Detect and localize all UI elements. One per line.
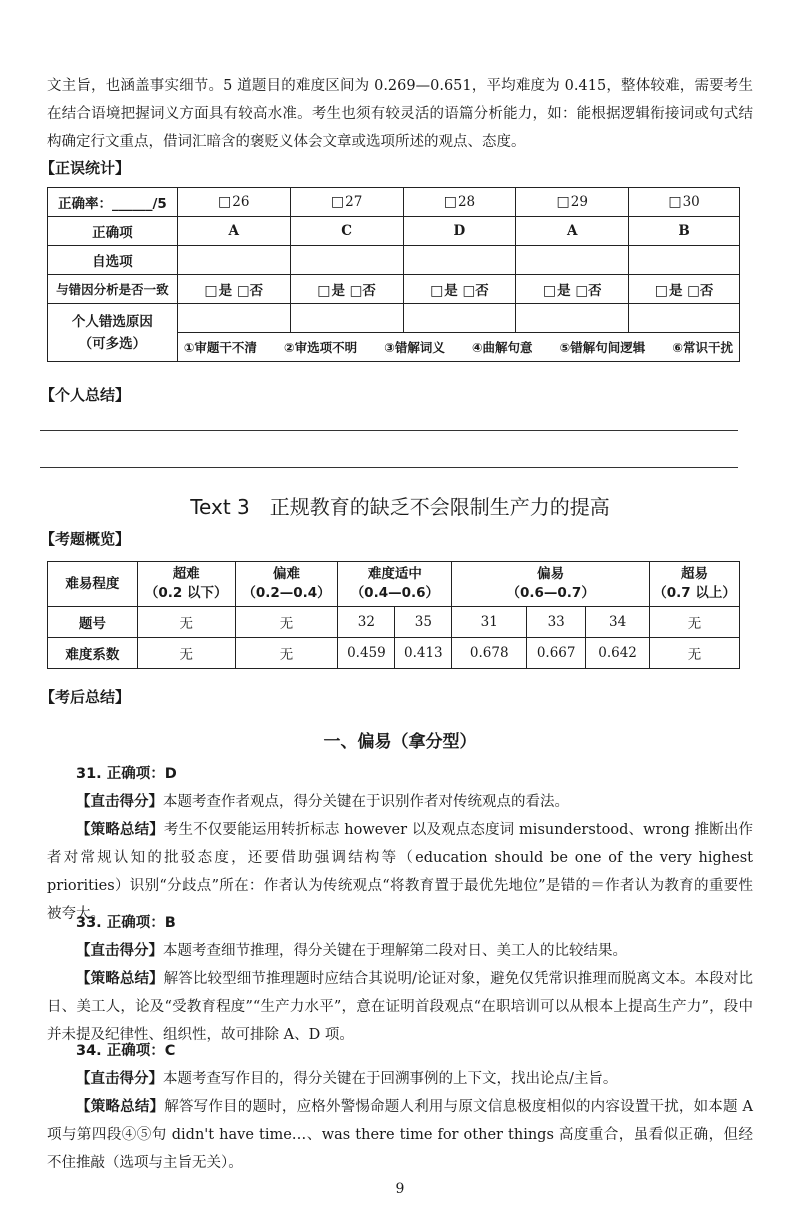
overview-table (47, 561, 740, 669)
row-label: 正确项 (48, 217, 178, 246)
correct-answer: A (177, 217, 290, 246)
correct-answer: D (403, 217, 516, 246)
personal-summary-heading: 【个人总结】 (40, 386, 131, 404)
self-answer-cell[interactable] (629, 246, 740, 275)
reason-option[interactable]: ④曲解句意 (471, 340, 533, 355)
level-cell: 偏易 （0.6—0.7） (452, 562, 650, 607)
question-number: 33. 正确项：B (76, 915, 176, 931)
stats-row-rate (48, 188, 740, 217)
question-cell: 31 (452, 607, 527, 638)
difficulty-cell: 0.667 (527, 638, 586, 669)
yes-no-checkbox[interactable]: □ 是 □否 (629, 275, 740, 304)
reason-option[interactable]: ⑤错解句间逻辑 (559, 340, 646, 355)
question-checkbox[interactable]: □ 27 (290, 188, 403, 217)
row-label: 难度系数 (48, 638, 138, 669)
difficulty-cell: 0.642 (586, 638, 650, 669)
level-cell: 偏难 （0.2—0.4） (235, 562, 338, 607)
stats-row-correct (48, 217, 740, 246)
self-answer-cell[interactable] (177, 246, 290, 275)
score-line: 【直击得分】本题考查细节推理，得分关键在于理解第二段对日、美工人的比较结果。 (76, 943, 627, 959)
row-label: 题号 (48, 607, 138, 638)
row-label: 与错因分析是否一致 (48, 275, 178, 304)
reason-option[interactable]: ②审选项不明 (284, 340, 358, 355)
question-cell: 无 (650, 607, 740, 638)
reasons-list (177, 333, 739, 362)
reason-cell[interactable] (629, 304, 740, 333)
answer-block-31 (47, 760, 753, 928)
reason-option[interactable]: ③错解词义 (384, 340, 445, 355)
stats-row-reason-blank (48, 304, 740, 333)
text3-title: Text 3 正规教育的缺乏不会限制生产力的提高 (190, 495, 610, 519)
question-checkbox[interactable]: □ 29 (516, 188, 629, 217)
answer-block-34 (47, 1037, 753, 1177)
difficulty-cell: 0.678 (452, 638, 527, 669)
question-checkbox[interactable]: □ 26 (177, 188, 290, 217)
reason-cell[interactable] (403, 304, 516, 333)
stats-heading: 【正误统计】 (40, 159, 131, 177)
overview-row-level (48, 562, 740, 607)
level-cell: 超难 （0.2 以下） (137, 562, 235, 607)
reason-option[interactable]: ①审题干不清 (183, 340, 257, 355)
intro-paragraph: 文主旨，也涵盖事实细节。5 道题目的难度区间为 0.269—0.651，平均难度为 0.415，整体较难，需要考生在结合语境把握词义方面具有较高水准。考生也须有较灵活的语篇分析能力，如：能根据逻辑衔接词或句式结构确定行文重点，借词汇暗含的褒贬义体会文章或选项所述的观点、态度。 (47, 78, 753, 150)
row-label: 难易程度 (48, 562, 138, 607)
answer-block-33 (47, 909, 753, 1049)
reason-cell[interactable] (516, 304, 629, 333)
question-cell: 无 (235, 607, 338, 638)
score-line: 【直击得分】本题考查写作目的，得分关键在于回溯事例的上下文，找出论点/主旨。 (76, 1071, 618, 1087)
reason-label: 个人错选原因 （可多选） (48, 304, 178, 362)
section-title: 一、偏易（拿分型） (323, 732, 477, 752)
question-cell: 35 (395, 607, 452, 638)
question-checkbox[interactable]: □ 28 (403, 188, 516, 217)
overview-row-difficulty (48, 638, 740, 669)
difficulty-cell: 无 (650, 638, 740, 669)
overview-heading: 【考题概览】 (40, 530, 131, 548)
score-line: 【直击得分】本题考查作者观点，得分关键在于识别作者对传统观点的看法。 (76, 794, 569, 810)
summary-line[interactable] (40, 467, 738, 468)
difficulty-cell: 0.413 (395, 638, 452, 669)
question-cell: 无 (137, 607, 235, 638)
difficulty-cell: 0.459 (338, 638, 395, 669)
yes-no-checkbox[interactable]: □ 是 □否 (290, 275, 403, 304)
rate-label: 正确率：______/5 (48, 188, 178, 217)
stats-row-consistent (48, 275, 740, 304)
difficulty-cell: 无 (235, 638, 338, 669)
correct-answer: A (516, 217, 629, 246)
question-cell: 34 (586, 607, 650, 638)
overview-row-question (48, 607, 740, 638)
strategy-line: 【策略总结】解答比较型细节推理题时应结合其说明/论证对象，避免仅凭常识推理而脱离文本。本段对比日、美工人，论及“受教育程度”“生产力水平”，意在证明首段观点“在职培训可以从根本上提高生产力”，段中并未提及纪律性、组织性，故可排除 A、D 项。 (47, 971, 753, 1043)
self-answer-cell[interactable] (403, 246, 516, 275)
question-number: 31. 正确项：D (76, 766, 177, 782)
page-number: 9 (395, 1181, 405, 1197)
reason-option[interactable]: ⑥常识干扰 (672, 340, 733, 355)
question-checkbox[interactable]: □ 30 (629, 188, 740, 217)
yes-no-checkbox[interactable]: □ 是 □否 (403, 275, 516, 304)
question-cell: 33 (527, 607, 586, 638)
self-answer-cell[interactable] (516, 246, 629, 275)
level-cell: 超易 （0.7 以上） (650, 562, 740, 607)
reason-cell[interactable] (177, 304, 290, 333)
strategy-line: 【策略总结】解答写作目的题时，应格外警惕命题人利用与原文信息极度相似的内容设置干扰，如本题 A 项与第四段④⑤句 didn't have time…、was there time for other things 高度重合，虽看似正确，但经不住推敲（选项与主旨无关）。 (47, 1099, 754, 1171)
question-cell: 32 (338, 607, 395, 638)
reason-cell[interactable] (290, 304, 403, 333)
difficulty-cell: 无 (137, 638, 235, 669)
level-cell: 难度适中 （0.4—0.6） (338, 562, 452, 607)
yes-no-checkbox[interactable]: □ 是 □否 (516, 275, 629, 304)
self-answer-cell[interactable] (290, 246, 403, 275)
summary-line[interactable] (40, 430, 738, 431)
stats-table (47, 187, 740, 362)
stats-row-self (48, 246, 740, 275)
correct-answer: B (629, 217, 740, 246)
yes-no-checkbox[interactable]: □ 是 □否 (177, 275, 290, 304)
after-exam-heading: 【考后总结】 (40, 688, 131, 706)
strategy-line: 【策略总结】考生不仅要能运用转折标志 however 以及观点态度词 misunderstood、wrong 推断出作者对常规认知的批驳态度，还要借助强调结构等（education should be one of the very highest priorities）识别“分歧点”所在：作者认为传统观点“将教育置于最优先地位”是错的＝作者认为教育的重要性被夸大。 (47, 822, 754, 922)
correct-answer: C (290, 217, 403, 246)
row-label: 自选项 (48, 246, 178, 275)
question-number: 34. 正确项：C (76, 1043, 176, 1059)
